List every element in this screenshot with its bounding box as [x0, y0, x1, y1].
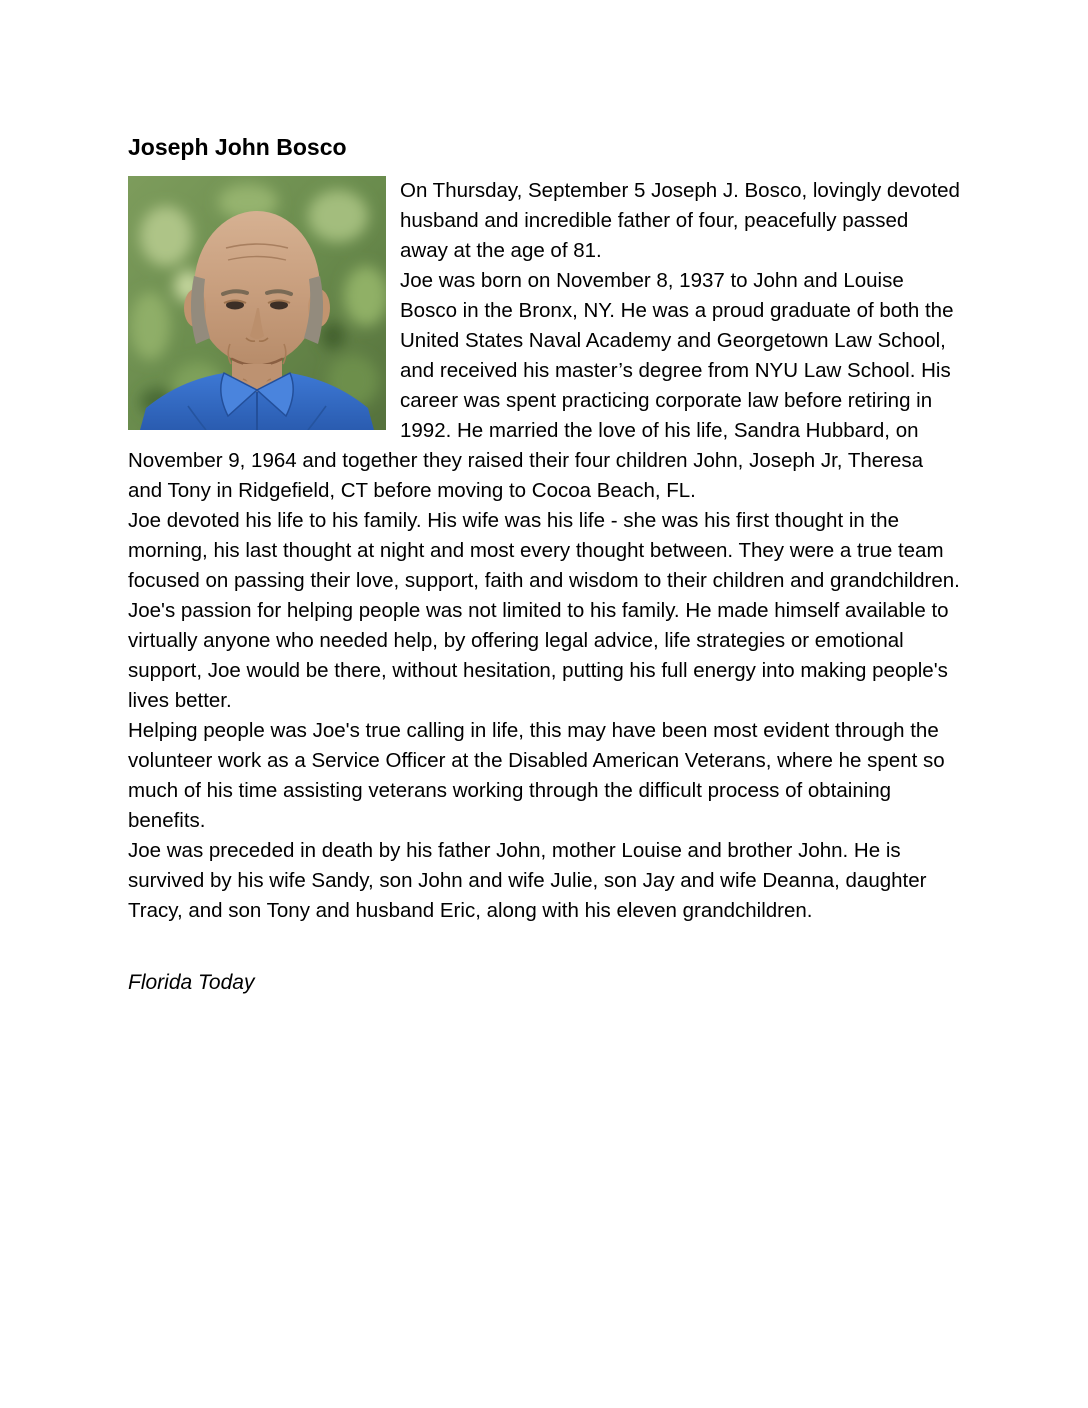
- portrait-photo-image: [128, 176, 386, 430]
- credit-line: Florida Today: [128, 971, 255, 994]
- obituary-paragraph-1: On Thursday, September 5 Joseph J. Bosco, lovingly devoted husband and incredible father of four, peacefully passed away at the age of 81.: [400, 179, 960, 262]
- page-title: Joseph John Bosco: [128, 134, 347, 160]
- portrait-head: [194, 211, 320, 365]
- obituary-body: [128, 176, 960, 926]
- obituary-paragraph-2: Joe was born on November 8, 1937 to John and Louise Bosco in the Bronx, NY. He was a proud graduate of both the United States Naval Academy and Georgetown Law School, and received his master’s degree from NYU Law School. His career was spent practicing corporate law before retiring in 1992. He married the love of his life, Sandra Hubbard, on November 9, 1964 and together they raised their four children John, Joseph Jr, Theresa and Tony in Ridgefield, CT before moving to Cocoa Beach, FL.: [128, 269, 954, 502]
- obituary-paragraph-4: Helping people was Joe's true calling in life, this may have been most evident through the volunteer work as a Service Officer at the Disabled American Veterans, where he spent so much of his time assisting veterans working through the difficult process of obtaining benefits.: [128, 719, 945, 832]
- obituary-paragraph-3: Joe devoted his life to his family. His wife was his life - she was his first thought in the morning, his last thought at night and most every thought between. They were a true team focused on passing their love, support, faith and wisdom to their children and grandchildren. Joe's passion for helping people was not limited to his family. He made himself available to virtually anyone who needed help, by offering legal advice, life strategies or emotional support, Joe would be there, without hesitation, putting his full energy into making people's lives better.: [128, 509, 960, 712]
- obituary-paragraph-5: Joe was preceded in death by his father John, mother Louise and brother John. He is survived by his wife Sandy, son John and wife Julie, son Jay and wife Deanna, daughter Tracy, and son Tony and husband Eric, along with his eleven grandchildren.: [128, 839, 927, 922]
- portrait-photo: [128, 176, 386, 430]
